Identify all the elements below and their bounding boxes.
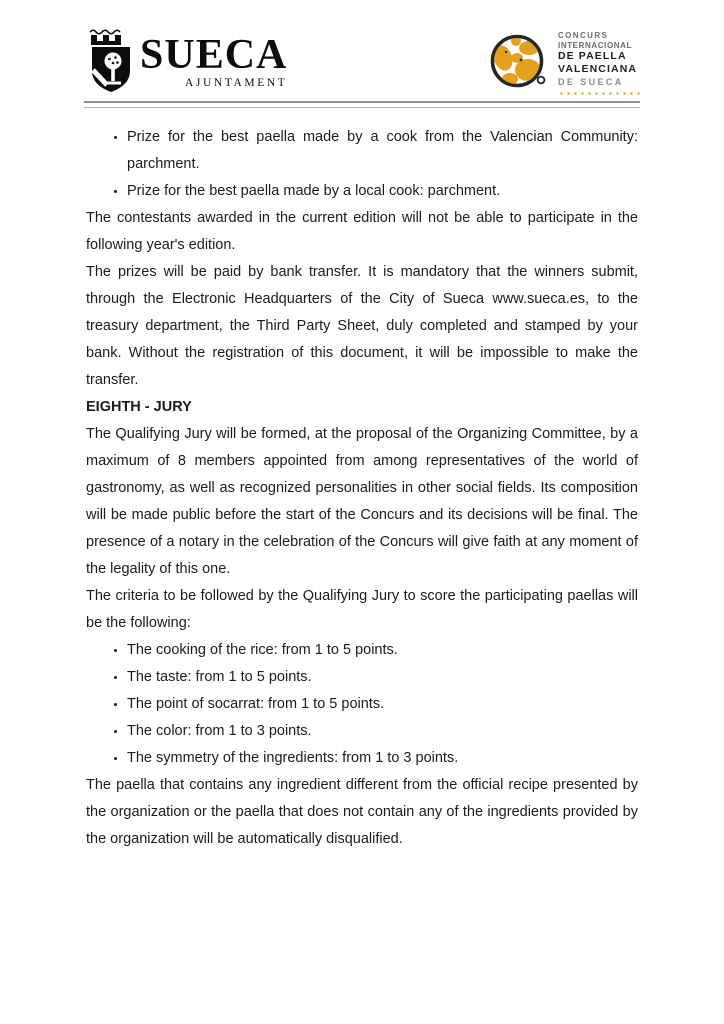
list-item: • The color: from 1 to 3 points. xyxy=(127,718,638,745)
concurs-line-4: VALENCIANA xyxy=(558,63,638,76)
sueca-logo-name: SUECA xyxy=(140,31,288,78)
concurs-line-2: INTERNACIONAL xyxy=(558,40,633,50)
criteria-list xyxy=(86,637,638,772)
concurs-line-3: DE PAELLA xyxy=(558,50,627,63)
sueca-emblem-icon xyxy=(86,28,138,99)
sueca-logo-subtitle: AJUNTAMENT xyxy=(184,77,288,90)
concurs-paella-logo xyxy=(488,28,642,99)
paragraph-payment: The prizes will be paid by bank transfer. It is mandatory that the winners submit, through the Electronic Headquarters of the City of Sueca www.sueca.es, to the treasury department, the Third Party Sheet, duly completed and stamped by your bank. Without the registration of this document, it will be impossible to make the transfer. xyxy=(86,264,638,388)
concurs-logo-text xyxy=(558,31,642,95)
paragraph-jury: The Qualifying Jury will be formed, at the proposal of the Organizing Committee, by a maximum of 8 members appointed from among representatives of the world of gastronomy, as well as recognized personalities in other social fields. Its composition will be made public before the start of the Concurs and its decisions will be final. The presence of a notary in the celebration of the Concurs will give faith at any moment of the legality of this one. xyxy=(86,426,638,577)
prize-list xyxy=(86,124,638,205)
list-item: • The symmetry of the ingredients: from 1 to 3 points. xyxy=(127,745,638,772)
concurs-line-5: DE SUECA xyxy=(558,77,624,88)
page-header xyxy=(86,26,642,100)
sueca-ajuntament-logo xyxy=(86,28,287,99)
sueca-wordmark xyxy=(140,31,288,90)
globe-icon xyxy=(488,28,552,99)
concurs-line-1: CONCURS xyxy=(558,30,609,40)
list-item: • Prize for the best paella made by a cook from the Valencian Community: parchment. xyxy=(127,124,638,178)
paragraph-contestants: The contestants awarded in the current edition will not be able to participate in the following year's edition. xyxy=(86,210,638,253)
list-item: • The taste: from 1 to 5 points. xyxy=(127,664,638,691)
dots-decoration xyxy=(558,92,642,95)
paragraph-criteria-intro: The criteria to be followed by the Qualifying Jury to score the participating paellas will be the following: xyxy=(86,588,638,631)
paragraph-disqualified: The paella that contains any ingredient different from the official recipe presented by the organization or the paella that does not contain any of the ingredients provided by the organization will be automatically disqualified. xyxy=(86,777,638,847)
section-heading-jury: EIGHTH - JURY xyxy=(86,399,192,415)
list-item: • Prize for the best paella made by a local cook: parchment. xyxy=(127,178,638,205)
list-item: • The point of socarrat: from 1 to 5 points. xyxy=(127,691,638,718)
list-item: • The cooking of the rice: from 1 to 5 points. xyxy=(127,637,638,664)
header-divider xyxy=(84,101,640,108)
document-body xyxy=(86,124,638,853)
